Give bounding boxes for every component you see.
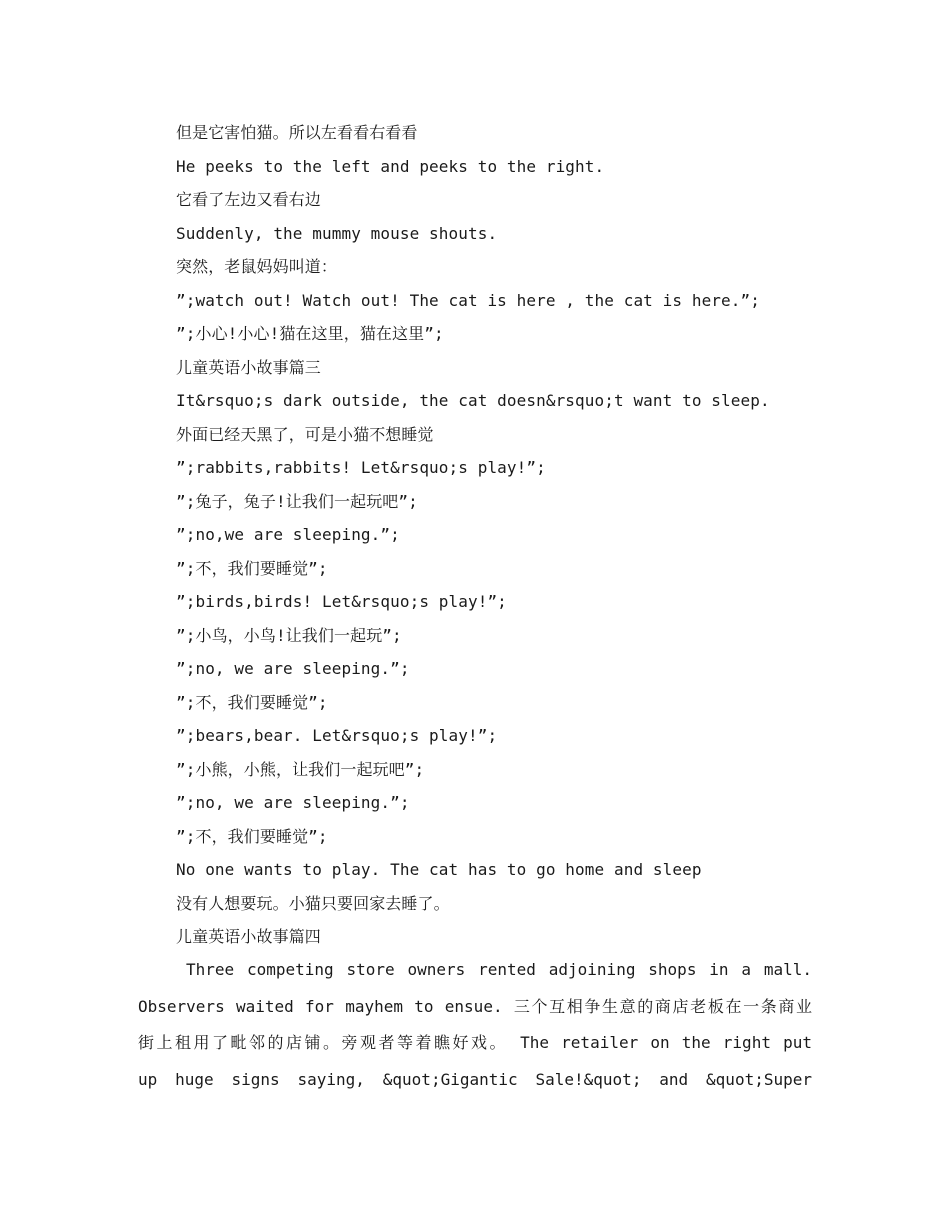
- text-lines: [176, 116, 816, 954]
- text-line: ”;兔子，兔子!让我们一起玩吧”;: [176, 491, 418, 511]
- text-line: 但是它害怕猫。所以左看看右看看: [176, 123, 418, 142]
- text-line: ”;watch out! Watch out! The cat is here , the cat is here.”;: [176, 290, 760, 310]
- paragraph-line: Observers waited for mayhem to ensue. 三个互相争生意的商店老板在一条商业: [138, 996, 812, 1016]
- text-line: 突然，老鼠妈妈叫道：: [176, 257, 338, 276]
- text-line: ”;birds,birds! Let&rsquo;s play!”;: [176, 592, 507, 611]
- text-line: 它看了左边又看右边: [176, 190, 321, 209]
- text-line: No one wants to play. The cat has to go home and sleep: [176, 860, 702, 879]
- text-line: ”;小熊，小熊，让我们一起玩吧”;: [176, 759, 425, 779]
- text-line: ”;no, we are sleeping.”;: [176, 793, 410, 812]
- text-line: Suddenly, the mummy mouse shouts.: [176, 223, 498, 243]
- text-line: ”;小心!小心!猫在这里，猫在这里”;: [176, 324, 444, 343]
- text-line: ”;no, we are sleeping.”;: [176, 659, 410, 678]
- paragraph-line: 街上租用了毗邻的店铺。旁观者等着瞧好戏。 The retailer on the right put: [138, 1033, 812, 1052]
- story-paragraph: [138, 952, 812, 1098]
- text-line: ”;小鸟，小鸟!让我们一起玩”;: [176, 625, 402, 645]
- text-line: ”;rabbits,rabbits! Let&rsquo;s play!”;: [176, 458, 546, 477]
- paragraph-line: up huge signs saying, &quot;Gigantic Sale!&quot; and &quot;Super: [138, 1069, 812, 1089]
- text-line: It&rsquo;s dark outside, the cat doesn&rsquo;t want to sleep.: [176, 391, 770, 410]
- text-line: He peeks to the left and peeks to the right.: [176, 156, 605, 176]
- text-line: ”;no,we are sleeping.”;: [176, 525, 400, 544]
- text-line: ”;不，我们要睡觉”;: [176, 826, 328, 846]
- text-line: 没有人想要玩。小猫只要回家去睡了。: [176, 893, 450, 913]
- text-line: ”;bears,bear. Let&rsquo;s play!”;: [176, 726, 498, 745]
- section-heading: 儿童英语小故事篇四: [176, 927, 321, 946]
- text-line: ”;不，我们要睡觉”;: [176, 558, 328, 578]
- text-line: 外面已经天黑了，可是小猫不想睡觉: [176, 424, 434, 444]
- paragraph-line: Three competing store owners rented adjoining shops in a mall.: [186, 960, 812, 979]
- text-line: ”;不，我们要睡觉”;: [176, 692, 328, 712]
- section-heading: 儿童英语小故事篇三: [176, 357, 321, 377]
